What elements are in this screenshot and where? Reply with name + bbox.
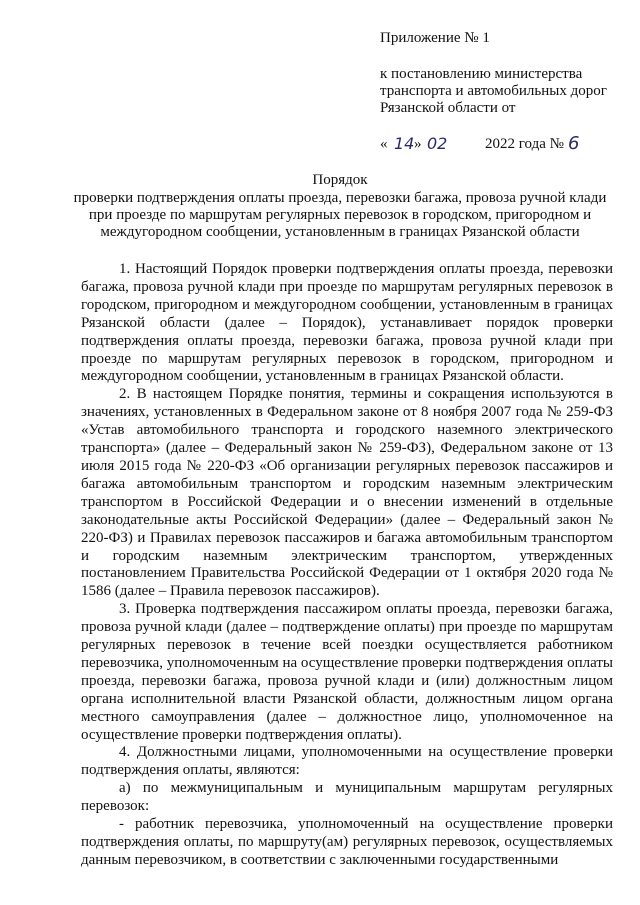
annex-title: Приложение № 1	[380, 30, 490, 46]
paragraph-4a-item: - работник перевозчика, уполномоченный на осуществление проверки подтверждения оплаты, по маршруту(ам) регулярных перевозок, осуществляемых данным перевозчиком, в соответствии с заключенными государственными	[81, 816, 613, 868]
document-title	[60, 172, 620, 241]
resolution-number-handwritten: 6	[568, 133, 580, 154]
date-day-handwritten: 14	[394, 134, 415, 153]
paragraph-4a: а) по межмуниципальным и муниципальным маршрутам регулярных перевозок:	[81, 780, 613, 815]
resolution-date-line	[380, 133, 610, 156]
annex-reference: к постановлению министерства транспорта и автомобильных дорог Рязанской области от	[380, 66, 607, 116]
paragraph-3: 3. Проверка подтверждения пассажиром оплаты проезда, перевозки багажа, провоза ручной клади (далее – подтверждение оплаты) при проезде по маршрутам регулярных перевозок в течение всей поездки осуществляется работником перевозчика, уполномоченным на осуществление проверки подтверждения оплаты проезда, перевозки багажа, провоза ручной клади и (или) должностным лицом органа исполнительной власти Рязанской области, должностным лицом органа местного самоуправления (далее – должностное лицо, уполномоченное на осуществление проверки подтверждения оплаты).	[81, 601, 613, 743]
title-main: Порядок	[312, 172, 368, 188]
document-body	[81, 261, 613, 870]
paragraph-1: 1. Настоящий Порядок проверки подтверждения оплаты проезда, перевозки багажа, провоза ручной клади при проезде по маршрутам регулярных перевозок в городском, пригородном и междугородном сообщении, установленным в границах Рязанской области (далее – Порядок), устанавливает порядок проверки подтверждения оплаты проезда, перевозки багажа, провоза ручной клади при проезде по маршрутам регулярных перевозок в городском, пригородном и междугородном сообщении, установленным в границах Рязанской области.	[81, 261, 613, 385]
title-subtitle: проверки подтверждения оплаты проезда, перевозки багажа, провоза ручной клади при проезде по маршрутам регулярных перевозок в городском, пригородном и междугородном сообщении, установленным в границах Рязанской области	[73, 190, 607, 240]
date-year-text: 2022 года №	[485, 136, 564, 152]
paragraph-4: 4. Должностными лицами, уполномоченными на осуществление проверки подтверждения оплаты, являются:	[81, 744, 613, 779]
date-close-quote: »	[414, 136, 422, 152]
date-open-quote: «	[380, 136, 388, 152]
date-month-handwritten: 02	[427, 134, 448, 153]
paragraph-2: 2. В настоящем Порядке понятия, термины и сокращения используются в значениях, установленных в Федеральном законе от 8 ноября 2007 года № 259-ФЗ «Устав автомобильного транспорта и городского наземного электрического транспорта» (далее – Федеральный закон № 259-ФЗ), Федеральном законе от 13 июля 2015 года № 220-ФЗ «Об организации регулярных перевозок пассажиров и багажа автомобильным транспортом и городским наземным электрическим транспортом в Российской Федерации и о внесении изменений в отдельные законодательные акты Российской Федерации» (далее – Федеральный закон № 220-ФЗ) и Правилах перевозок пассажиров и багажа автомобильным транспортом и городским наземным электрическим транспортом, утвержденных постановлением Правительства Российской Федерации от 1 октября 2020 года № 1586 (далее – Правила перевозок пассажиров).	[81, 386, 613, 600]
